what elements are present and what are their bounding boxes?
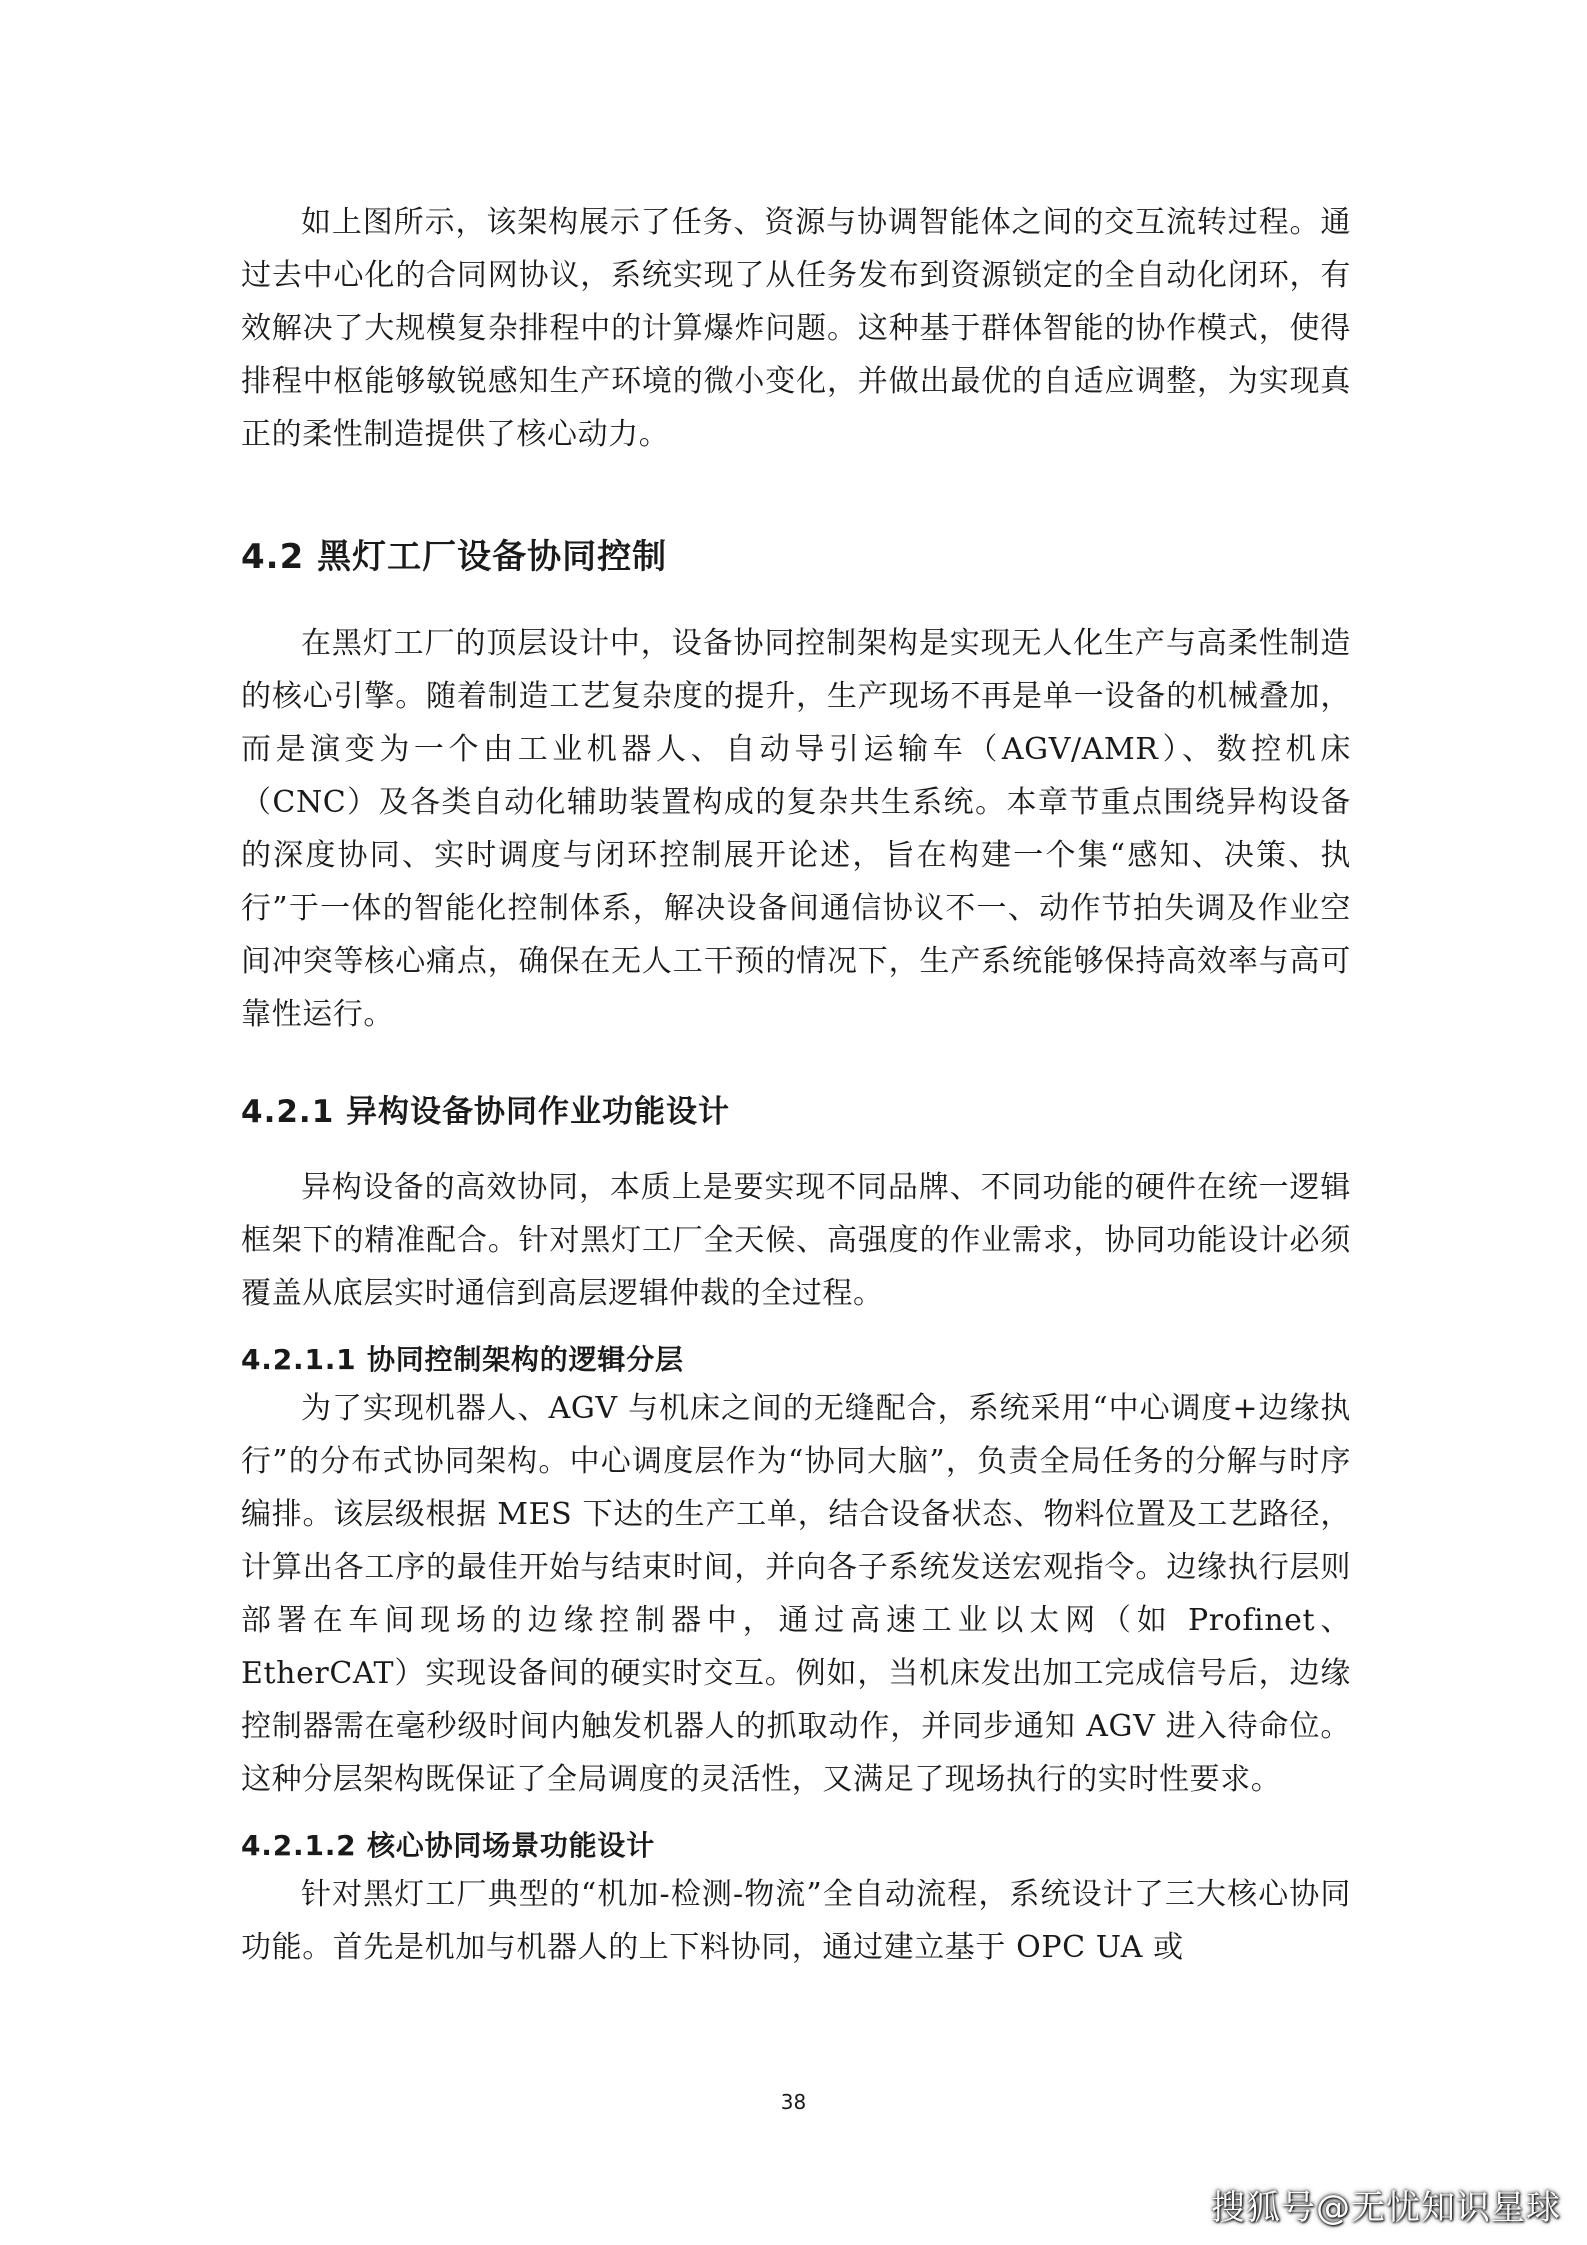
page-number: 38 bbox=[780, 2090, 807, 2114]
section-4-2-1-2-paragraph: 针对黑灯工厂典型的“机加-检测-物流”全自动流程，系统设计了三大核心协同功能。首先是机加与机器人的上下料协同，通过建立基于 OPC UA 或 bbox=[241, 1877, 1351, 1965]
page-content bbox=[241, 196, 1351, 1974]
section-4-2-heading: 4.2 黑灯工厂设备协同控制 bbox=[241, 537, 668, 577]
section-4-2-1-heading: 4.2.1 异构设备协同作业功能设计 bbox=[241, 1094, 731, 1130]
section-4-2-1-1-heading: 4.2.1.1 协同控制架构的逻辑分层 bbox=[241, 1343, 684, 1376]
section-4-2-1-2-heading: 4.2.1.2 核心协同场景功能设计 bbox=[241, 1829, 655, 1862]
section-4-2-paragraph: 在黑灯工厂的顶层设计中，设备协同控制架构是实现无人化生产与高柔性制造的核心引擎。随着制造工艺复杂度的提升，生产现场不再是单一设备的机械叠加，而是演变为一个由工业机器人、自动导引运输车（AGV/AMR）、数控机床（CNC）及各类自动化辅助装置构成的复杂共生系统。本章节重点围绕异构设备的深度协同、实时调度与闭环控制展开论述，旨在构建一个集“感知、决策、执行”于一体的智能化控制体系，解决设备间通信协议不一、动作节拍失调及作业空间冲突等核心痛点，确保在无人工干预的情况下，生产系统能够保持高效率与高可靠性运行。 bbox=[241, 626, 1351, 1032]
section-4-2-1-paragraph: 异构设备的高效协同，本质上是要实现不同品牌、不同功能的硬件在统一逻辑框架下的精准配合。针对黑灯工厂全天候、高强度的作业需求，协同功能设计必须覆盖从底层实时通信到高层逻辑仲裁的全过程。 bbox=[241, 1170, 1351, 1311]
watermark-text: 搜狐号@无忧知识星球 bbox=[1211, 2188, 1561, 2228]
intro-paragraph: 如上图所示，该架构展示了任务、资源与协调智能体之间的交互流转过程。通过去中心化的合同网协议，系统实现了从任务发布到资源锁定的全自动化闭环，有效解决了大规模复杂排程中的计算爆炸问题。这种基于群体智能的协作模式，使得排程中枢能够敏锐感知生产环境的微小变化，并做出最优的自适应调整，为实现真正的柔性制造提供了核心动力。 bbox=[241, 205, 1351, 452]
section-4-2-1-1-paragraph: 为了实现机器人、AGV 与机床之间的无缝配合，系统采用“中心调度+边缘执行”的分布式协同架构。中心调度层作为“协同大脑”，负责全局任务的分解与时序编排。该层级根据 MES 下达的生产工单，结合设备状态、物料位置及工艺路径，计算出各工序的最佳开始与结束时间，并向各子系统发送宏观指令。边缘执行层则部署在车间现场的边缘控制器中，通过高速工业以太网（如 Profinet、EtherCAT）实现设备间的硬实时交互。例如，当机床发出加工完成信号后，边缘控制器需在毫秒级时间内触发机器人的抓取动作，并同步通知 AGV 进入待命位。这种分层架构既保证了全局调度的灵活性，又满足了现场执行的实时性要求。 bbox=[241, 1391, 1351, 1797]
